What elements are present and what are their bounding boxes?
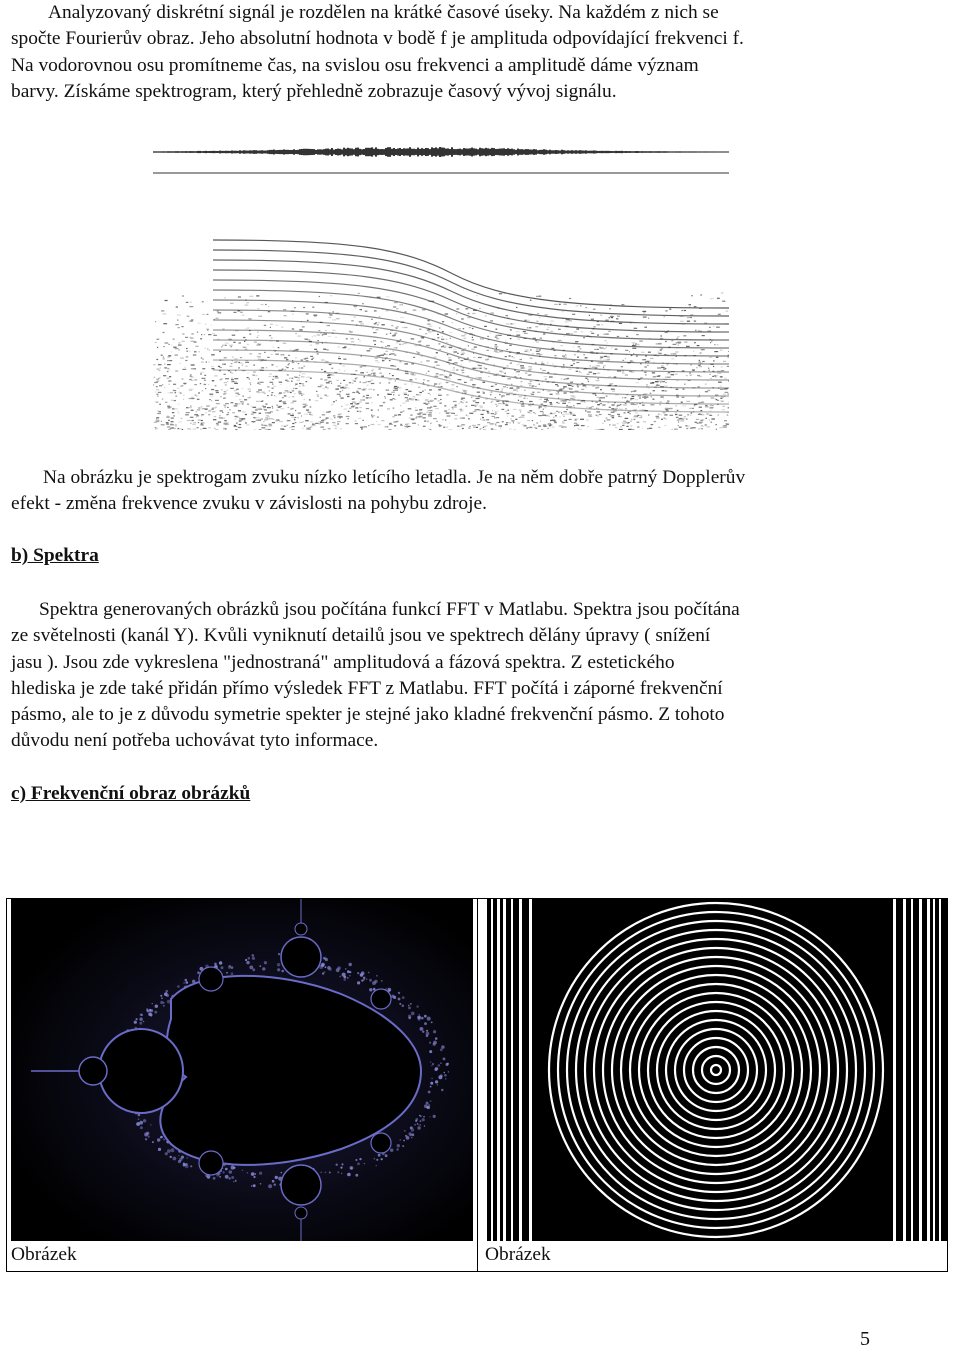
spectrogram-caption xyxy=(11,465,911,518)
section-c-heading: c) Frekvenční obraz obrázků xyxy=(11,783,251,804)
figure-cell-mandelbrot xyxy=(7,899,478,1271)
concentric-circles-image xyxy=(485,899,947,1241)
intro-line-3: Na vodorovnou osu promítneme čas, na svislou osu frekvenci a amplitudě dáme význam xyxy=(11,54,699,76)
audio-waveform-image xyxy=(153,140,729,176)
intro-line-2: spočte Fourierův obraz. Jeho absolutní hodnota v bodě f je amplituda odpovídající frekvenci f. xyxy=(11,28,744,50)
intro-line-4: barvy. Získáme spektrogram, který přehledně zobrazuje časový vývoj signálu. xyxy=(11,80,617,102)
figure-table xyxy=(6,898,948,1272)
section-b-paragraph xyxy=(11,597,911,755)
section-b-line-4: hlediska je zde také přidán přímo výsledek FFT z Matlabu. FFT počítá i záporné frekvenční xyxy=(11,677,723,699)
intro-line-1: Analyzovaný diskrétní signál je rozdělen na krátké časové úseky. Na každém z nich se xyxy=(48,2,719,23)
section-b-line-6: důvodu není potřeba uchovávat tyto informace. xyxy=(11,730,379,752)
section-b-line-5: pásmo, ale to je z důvodu symetrie spekter je stejné jako kladné frekvenční pásmo. Z tohoto xyxy=(11,704,725,726)
caption-line-2: efekt - změna frekvence zvuku v závislosti na pohybu zdroje. xyxy=(11,493,487,515)
figure-label-right: Obrázek xyxy=(485,1244,551,1265)
figure-cell-circles xyxy=(478,899,948,1271)
spectrogram-image xyxy=(153,230,729,430)
section-b-heading: b) Spektra xyxy=(11,545,99,566)
section-b-line-2: ze světelnosti (kanál Y). Kvůli vyniknutí detailů jsou ve spektrech dělány úpravy ( snížení xyxy=(11,625,711,647)
page-number: 5 xyxy=(860,1328,870,1350)
mandelbrot-fractal-image xyxy=(11,899,473,1241)
intro-paragraph xyxy=(11,0,911,105)
figure-label-left: Obrázek xyxy=(11,1244,77,1265)
section-b-line-3: jasu ). Jsou zde vykreslena "jednostraná" amplitudová a fázová spektra. Z estetického xyxy=(11,651,675,673)
caption-line-1: Na obrázku je spektrogam zvuku nízko letícího letadla. Je na něm dobře patrný Dopplerův xyxy=(43,467,746,488)
section-b-line-1: Spektra generovaných obrázků jsou počítána funkcí FFT v Matlabu. Spektra jsou počítána xyxy=(39,599,740,620)
